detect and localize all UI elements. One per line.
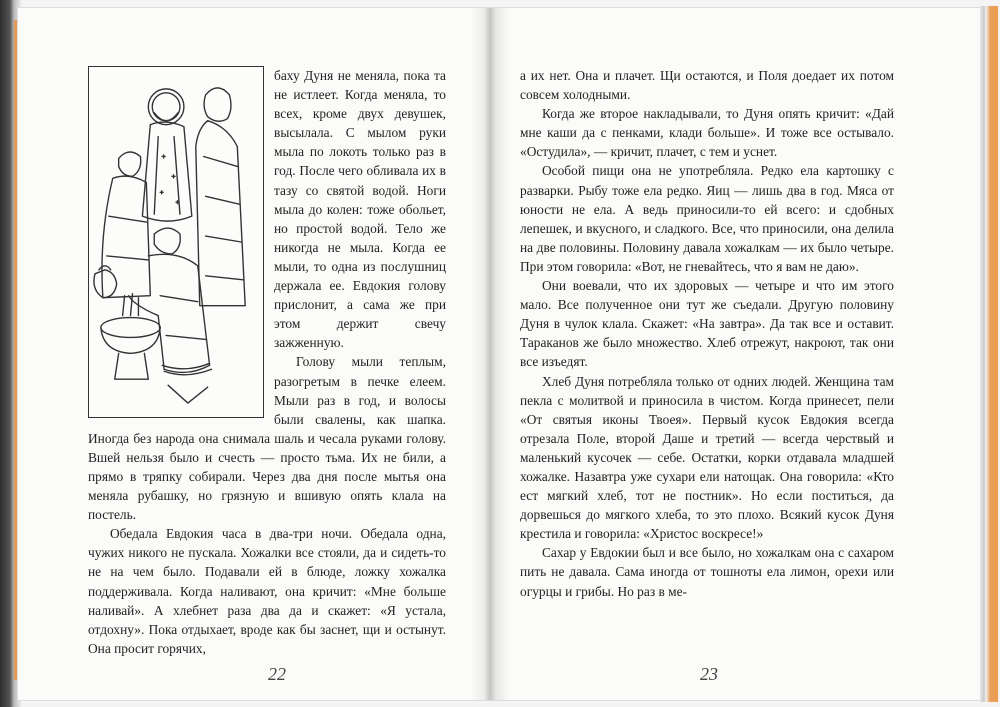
right-paragraph: Сахар у Евдокии был и все было, но хожалкам она с сахаром пить не давала. Сама иногда от тошноты ела лимон, орехи или огурцы и грибы. Но раз в ме- bbox=[520, 545, 894, 599]
right-page bbox=[520, 66, 894, 601]
left-paragraph: баху Дуня не меняла, пока та не истлеет. Когда меняла, то всех, кроме двух девушек, высылала. С мылом руки мыла по локоть только раз в год. После чего обливала их в тазу со святой водой. Ноги мыла до колен: тоже обольет, но простой водой. Тело же никогда не мыла. Когда ее мыли, то одна из послушниц держала ее. Евдокия голову прислонит, а сама же при этом держит свечу зажженную. bbox=[274, 68, 446, 351]
right-paragraph: а их нет. Она и плачет. Щи остаются, и Поля доедает их потом совсем холодными. bbox=[520, 68, 894, 103]
right-paragraph: Они воевали, что их здоровых — четыре и что им этого мало. Все полученное они тут же съедали. Другую половину Дуня в чулок клала. Скажет: «На завтра». Да так все и оставит. Тараканов же было множество. Хлеб отрежут, накроют, так они все изъедят. bbox=[520, 278, 894, 370]
right-paragraph: Хлеб Дуня потребляла только от одних людей. Женщина там пекла с молитвой и приносила в чистом. Когда принесет, пели «От святыя иконы Твоея». Первый кусок Евдокия всегда отрезала Поле, второй Даше и третий — всегда черствый и маленький кусочек — себе. Остатки, корки отдавала младшей хожалке. Назавтра уже сухари ели натощак. Она говорила: «Кто ест мягкий хлеб, тот не постник». Но если поститься, да дорвешься до мягкого хлеба, то это плохо. Всякий кусок Дуня крестила и говорила: «Христос воскресе!» bbox=[520, 373, 894, 542]
page-number-right: 23 bbox=[700, 664, 718, 684]
book-gutter bbox=[470, 8, 510, 700]
illustration-washing-scene bbox=[88, 66, 264, 418]
page-number-left: 22 bbox=[268, 664, 286, 684]
left-paragraph: Обедала Евдокия часа в два-три ночи. Обедала одна, чужих никого не пускала. Хожалки все стояли, да и сидеть-то не на чем было. Подавали ей в блюде, ложку хожалка поддерживала. Когда наливают, она кричит: «Мне больше наливай». А хлебнет раза два да и скажет: «Я устала, отдохну». Пока отдыхает, вроде как бы заснет, щи и остынут. Она просит горячих, bbox=[88, 526, 446, 656]
left-paragraph: Голову мыли теплым, разогретым в печке елеем. Мыли раз в год, и волосы были свалены, как шапка. Иногда без народа она снимала шаль и чесала руками голову. Вшей нельзя было и счесть — просто тьма. Их не били, а прямо в тряпку собирали. Через два дня после мытья она меняла рубашку, но грязную и вшивую опять клала на постель. bbox=[88, 354, 446, 523]
right-paragraph: Когда же второе накладывали, то Дуня опять кричит: «Дай мне каши да с пенками, клади больше». И тоже все остывало. «Остудила», — кричит, плачет, с тем и уснет. bbox=[520, 106, 894, 160]
left-page bbox=[88, 66, 446, 658]
book-edge-right bbox=[980, 6, 998, 702]
right-paragraph: Особой пищи она не употребляла. Редко ела картошку с разварки. Рыбу тоже ела редко. Яиц — лишь два в год. Мяса от юности не ела. А ведь приносили-то ей всего: и сдобных лепешек, и вкусного, и сладкого. Все, что приносили, она делила на две половины. Половину давала хожалкам — их было четыре. При этом говорила: «Вот, не гневайтесь, что я вам не даю». bbox=[520, 163, 894, 274]
illustration-drawing bbox=[89, 67, 263, 417]
